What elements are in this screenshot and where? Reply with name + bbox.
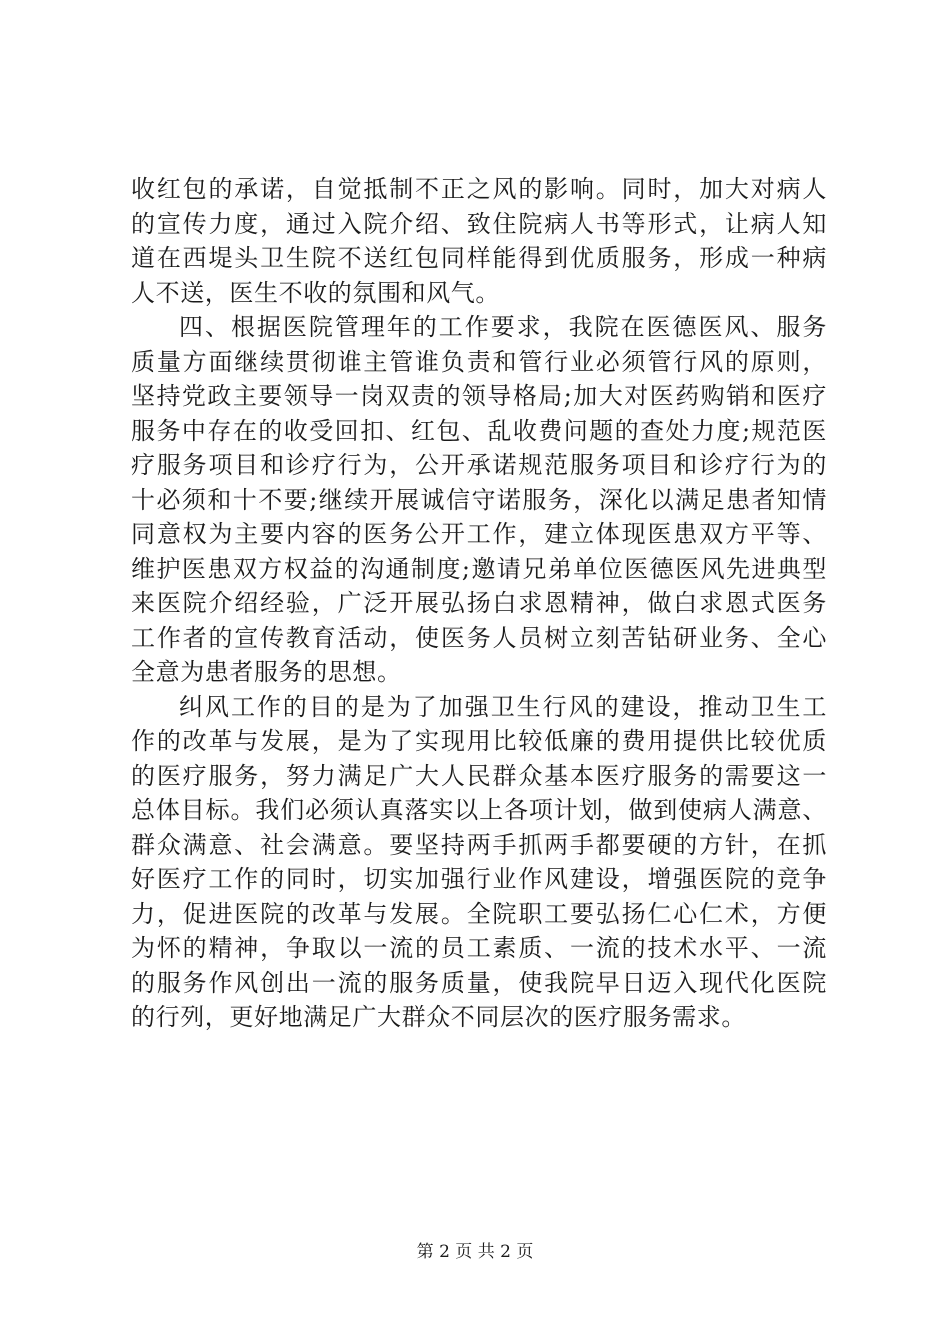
text-line: 的服务作风创出一流的服务质量，使我院早日迈入现代化医院 xyxy=(131,968,827,997)
text-line: 的行列，更好地满足广大群众不同层次的医疗服务需求。 xyxy=(131,1003,746,1031)
page-footer: 第 2 页 共 2 页 xyxy=(416,1242,534,1262)
text-line: 纠风工作的目的是为了加强卫生行风的建设，推动卫生工 xyxy=(179,692,827,721)
text-line: 四、根据医院管理年的工作要求，我院在医德医风、服务 xyxy=(179,313,827,341)
text-line: 力，促进医院的改革与发展。全院职工要弘扬仁心仁术，方便 xyxy=(131,899,827,928)
text-line: 疗服务项目和诊疗行为，公开承诺规范服务项目和诊疗行为的 xyxy=(131,451,827,479)
text-line: 坚持党政主要领导一岗双责的领导格局;加大对医药购销和医疗 xyxy=(131,382,827,410)
text-line: 作的改革与发展，是为了实现用比较低廉的费用提供比较优质 xyxy=(131,727,827,755)
text-line: 来医院介绍经验，广泛开展弘扬白求恩精神，做白求恩式医务 xyxy=(131,589,827,617)
text-line: 收红包的承诺，自觉抵制不正之风的影响。同时，加大对病人 xyxy=(131,175,827,203)
text-line: 为怀的精神，争取以一流的员工素质、一流的技术水平、一流 xyxy=(131,934,827,962)
paragraph-section-four xyxy=(131,310,827,690)
paragraph-conclusion xyxy=(131,690,827,1035)
text-line: 人不送，医生不收的氛围和风气。 xyxy=(131,278,500,307)
text-line: 好医疗工作的同时，切实加强行业作风建设，增强医院的竞争 xyxy=(131,865,827,893)
text-line: 群众满意、社会满意。要坚持两手抓两手都要硬的方针，在抓 xyxy=(131,830,827,859)
text-line: 质量方面继续贯彻谁主管谁负责和管行业必须管行风的原则， xyxy=(131,347,827,376)
document-body xyxy=(131,172,827,1035)
text-line: 服务中存在的收受回扣、红包、乱收费问题的查处力度;规范医 xyxy=(131,416,827,445)
text-line: 的宣传力度，通过入院介绍、致住院病人书等形式，让病人知 xyxy=(131,209,827,238)
text-line: 工作者的宣传教育活动，使医务人员树立刻苦钻研业务、全心 xyxy=(131,623,827,652)
text-line: 总体目标。我们必须认真落实以上各项计划，做到使病人满意、 xyxy=(131,796,827,824)
text-line: 的医疗服务，努力满足广大人民群众基本医疗服务的需要这一 xyxy=(131,761,827,790)
text-line: 道在西堤头卫生院不送红包同样能得到优质服务，形成一种病 xyxy=(131,244,827,272)
paragraph-continuation xyxy=(131,172,827,310)
text-line: 十必须和十不要;继续开展诚信守诺服务，深化以满足患者知情 xyxy=(131,485,827,514)
text-line: 同意权为主要内容的医务公开工作，建立体现医患双方平等、 xyxy=(131,520,827,548)
text-line: 维护医患双方权益的沟通制度;邀请兄弟单位医德医风先进典型 xyxy=(131,554,827,583)
text-line: 全意为患者服务的思想。 xyxy=(131,658,402,686)
